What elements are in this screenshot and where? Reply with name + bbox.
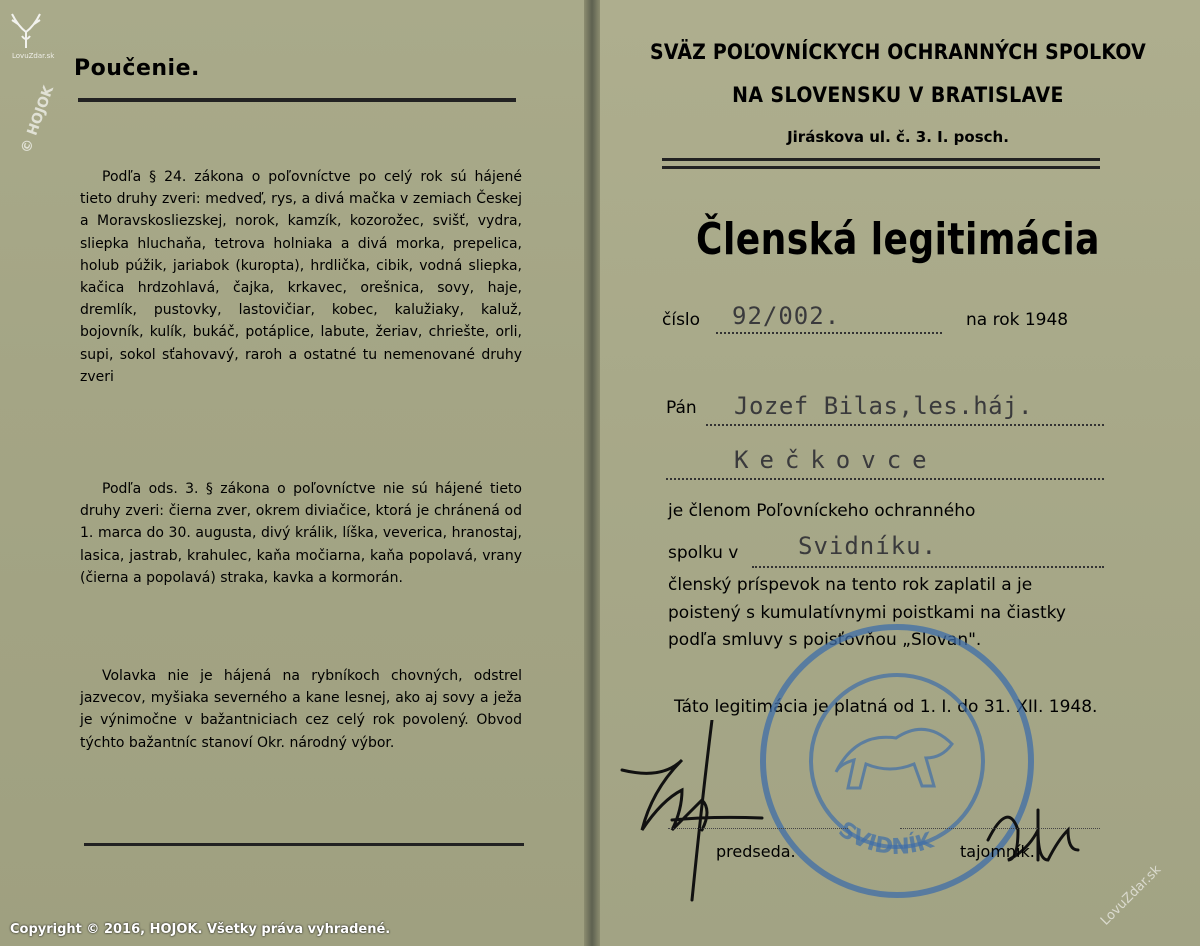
- instructions-heading: Poučenie.: [74, 56, 200, 81]
- divider: [84, 843, 524, 846]
- dotted-line: [706, 424, 1104, 426]
- signature-line: [668, 828, 848, 829]
- instructions-paragraph-1: Podľa § 24. zákona o poľovníctve po celý rok sú hájené tieto druhy zveri: medveď, rys, a divá mačka v zemiach Českej a Moravskosliezskej, norok, kamzík, kozorožec, svišť, vydra, sliepka hluchaňa, tetrova holniaka a divá morka, prepelica, holub púžik, jariabok (kuropta), hrdlička, cibik, vodná sliepka, kačica hrdzohlavá, čajka, krkavec, orešnica, sovy, haje, dremlík, pustovky, lastovičiar, kobec, kalužiaky, kaluž, bojovník, kulík, bukáč, potáplice, labute, žeriav, chriešte, orli, supi, sokol sťahovavý, raroh a ostatné tu nemenované druhy zveri: [80, 169, 522, 385]
- instructions-paragraph-3: Volavka nie je hájená na rybníkoch chovných, odstrel jazvecov, myšiaka severného a kane lesnej, ako aj sovy a ježa je výnimočne v bažantniciach cez celý rok povolený. Obvod týchto bažantníc stanoví Okr. národný výbor.: [80, 668, 522, 751]
- club-value: Svidníku.: [798, 532, 938, 560]
- svg-text:SVIDNÍK: [834, 817, 938, 860]
- logo-text: LovuZdar.sk: [12, 52, 55, 60]
- divider: [78, 98, 516, 102]
- instructions-paragraph-2: Podľa ods. 3. § zákona o poľovníctve nie sú hájené tieto druhy zveri: čierna zver, okrem diviačice, ktorá je chránená od 1. marca do 30. augusta, divý králik, líška, veverica, hranostaj, lasica, jastrab, krahulec, kaňa močiarna, kaňa popolavá, vrany (čierna a popolavá) straka, kavka a kormorán.: [80, 481, 522, 586]
- number-value: 92/002.: [732, 302, 841, 330]
- watermark-hojok: © HOJOK: [18, 83, 58, 156]
- org-name-line2: NA SLOVENSKU V BRATISLAVE: [732, 83, 1064, 107]
- fee-text: členský príspevok na tento rok zaplatil a je poistený s kumulatívnymi poistkami na čiastky podľa smluvy s poisťovňou „Slovan".: [668, 575, 1066, 650]
- secretary-label: tajomník.: [960, 842, 1035, 861]
- chairman-label: predseda.: [716, 842, 796, 861]
- name-label: Pán: [666, 398, 697, 418]
- chairman-signature: [612, 720, 782, 920]
- copyright-notice: Copyright © 2016, HOJOK. Všetky práva vyhradené.: [10, 922, 391, 937]
- number-label: číslo: [662, 310, 701, 330]
- watermark-lovuzdar: LovuZdar.sk: [1098, 862, 1165, 929]
- member-text: je členom Poľovníckeho ochranného: [668, 501, 976, 521]
- club-label: spolku v: [668, 543, 739, 563]
- dotted-line: [716, 332, 942, 334]
- left-page: [0, 0, 588, 946]
- validity-text: Táto legitimácia je platná od 1. I. do 31. XII. 1948.: [674, 697, 1098, 717]
- place-value: Kečkovce: [734, 446, 938, 474]
- name-value: Jozef Bilas,les.háj.: [734, 392, 1033, 420]
- stamp-text: SVIDNÍK: [833, 817, 937, 861]
- signature-line: [900, 828, 1100, 829]
- org-address: Jiráskova ul. č. 3. I. posch.: [787, 128, 1009, 146]
- deer-logo-icon: [6, 10, 46, 50]
- document-title: Členská legitimácia: [696, 214, 1100, 265]
- org-name-line1: SVÄZ POĽOVNÍCKYCH OCHRANNÝCH SPOLKOV: [650, 40, 1146, 64]
- divider: [662, 158, 1100, 161]
- dotted-line: [666, 478, 1104, 480]
- year-label: na rok 1948: [966, 310, 1069, 330]
- divider: [662, 166, 1100, 169]
- dotted-line: [752, 566, 1104, 568]
